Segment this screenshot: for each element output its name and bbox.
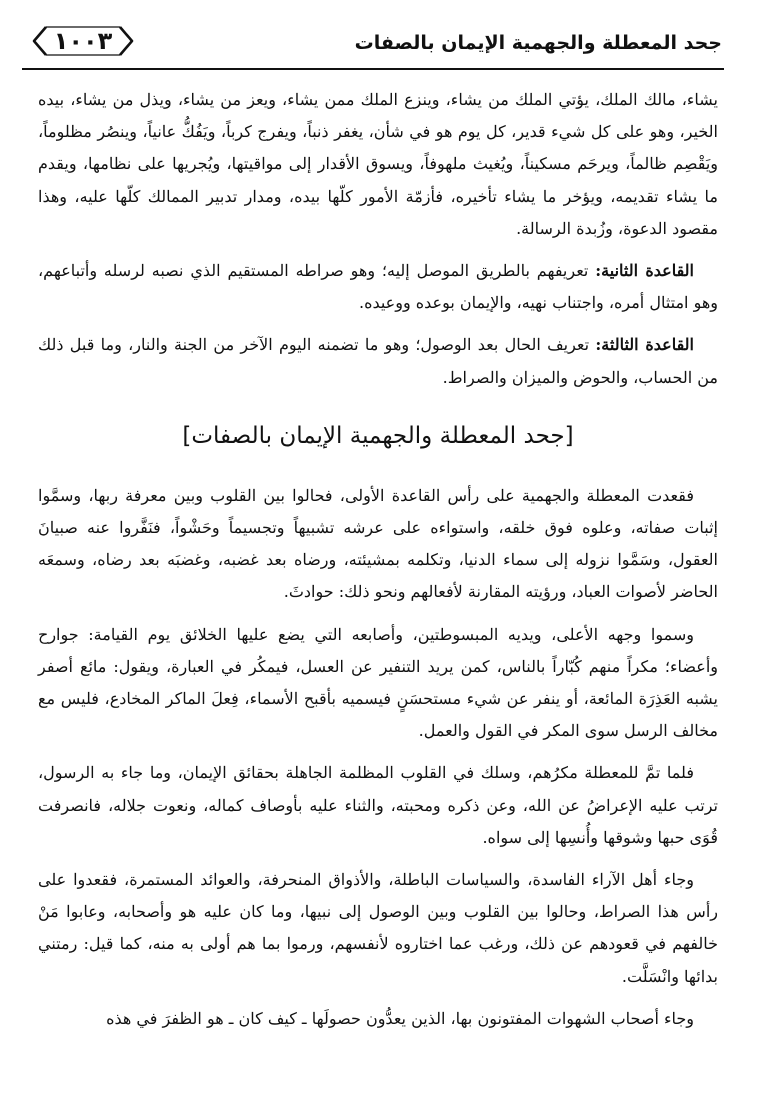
rule-text: تعريفهم بالطريق الموصل إليه؛ وهو صراطه المستقيم الذي نصبه لرسله وأتباعهم، وهو امتثال أمره، واجتناب نهيه، والإيمان بوعده ووعيده. [38, 261, 718, 313]
paragraph: فلما تمَّ للمعطلة مكرُهم، وسلك في القلوب المظلمة الجاهلة بحقائق الإيمان، وما جاء به الرسول، ترتب عليه الإعراضُ عن الله، وعن ذكره ومحبته، والثناء عليه بأوصاف كماله، ونعوت جلاله، فانصرفت قُوَى حبها وشوقها وأُنسِها إلى سواه. [38, 763, 718, 847]
rule-paragraph [38, 255, 718, 319]
paragraph: فقعدت المعطلة والجهمية على رأس القاعدة الأولى، فحالوا بين القلوب وبين معرفة ربها، وسمَّوا إثبات صفاته، وعلوه فوق خلقه، واستواءه على عرشه تشبيهاً وتجسيماً وحَشْواً، فنَفَّروا عنه صبيانَ العقول، وسَمَّوا نزوله إلى سماء الدنيا، وتكلمه بمشيئته، ورضاه بعد غضبه، وغضبَه بعد رضاه، وسمعَه الحاضر لأصوات العباد، ورؤيته المقارنة لأفعالهم ونحو ذلك: حوادثَ. [38, 485, 718, 602]
paragraph: وجاء أهل الآراء الفاسدة، والسياسات الباطلة، والأذواق المنحرفة، والعوائد المستمرة، فقعدوا على رأس هذا الصراط، وحالوا بين القلوب وبين الوصول إلى نبيها، وما كان عليه هو وأصحابه، وعابوا مَنْ خالفهم في قعودهم عن ذلك، ورغب عما اختاروه لأنفسهم، ورموا بما هم أولى به منه، كما قيل: رمتني بدائها وانْسَلَّت. [38, 870, 718, 986]
page-number: ١٠٠٣ [53, 27, 113, 55]
rule-text: تعريف الحال بعد الوصول؛ وهو ما تضمنه اليوم الآخر من الجنة والنار، وما قبل ذلك من الحساب، والحوض والميزان والصراط. [38, 335, 718, 387]
page-header [22, 18, 724, 70]
rule-label: القاعدة الثالثة: [595, 335, 694, 355]
rule-label: القاعدة الثانية: [595, 261, 695, 281]
page-number-frame [26, 24, 140, 58]
running-title: جحد المعطلة والجهمية الإيمان بالصفات [354, 32, 722, 54]
body-text [38, 84, 718, 1045]
rule-paragraph [38, 329, 718, 393]
section-heading: [جحد المعطلة والجهمية الإيمان بالصفات] [182, 422, 574, 449]
paragraph: وسموا وجهه الأعلى، ويديه المبسوطتين، وأصابعه التي يضع عليها الخلائق يوم القيامة: جوارح وأعضاء؛ مكراً منهم كُبّاراً بالناس، كمن يريد التنفير عن العسل، فيمكُر في العبارة، ويقول: مائع أصفر يشبه العَذِرَة المائعة، أو ينفر عن شيء مستحسَنٍ فيسميه بأقبح الأسماء، فِعلَ الماكر المخادع، فليس مع مخالف الرسل سوى المكر في القول والعمل. [38, 624, 718, 741]
paragraph [38, 84, 718, 245]
paragraph: وجاء أصحاب الشهوات المفتونون بها، الذين يعدُّون حصولَها ـ كيف كان ـ هو الظفرَ في هذه [106, 1008, 694, 1028]
paragraph-text: يشاء، مالك الملك، يؤتي الملك من يشاء، وينزع الملك ممن يشاء، ويعز من يشاء، ويذل من يشاء، بيده الخير، وهو على كل شيء قدير، كل يوم هو في شأن، يغفر ذنباً، ويفرج كرباً، ويَفُكُّ عانياً، وينصُر مظلوماً، ويَقْصِم ظالماً، ويرحَم مسكيناً، ويُغيث ملهوفاً، ويسوق الأقدار إلى مواقيتها، ويُجريها على نظامها، ويقدم ما يشاء تقديمه، ويؤخر ما يشاء تأخيره، فأزمّة الأمور كلّها بيده، ومدار تدبير الممالك كلّها عليه، وهذا مقصود الدعوة، وزُبدة الرسالة. [38, 90, 719, 238]
